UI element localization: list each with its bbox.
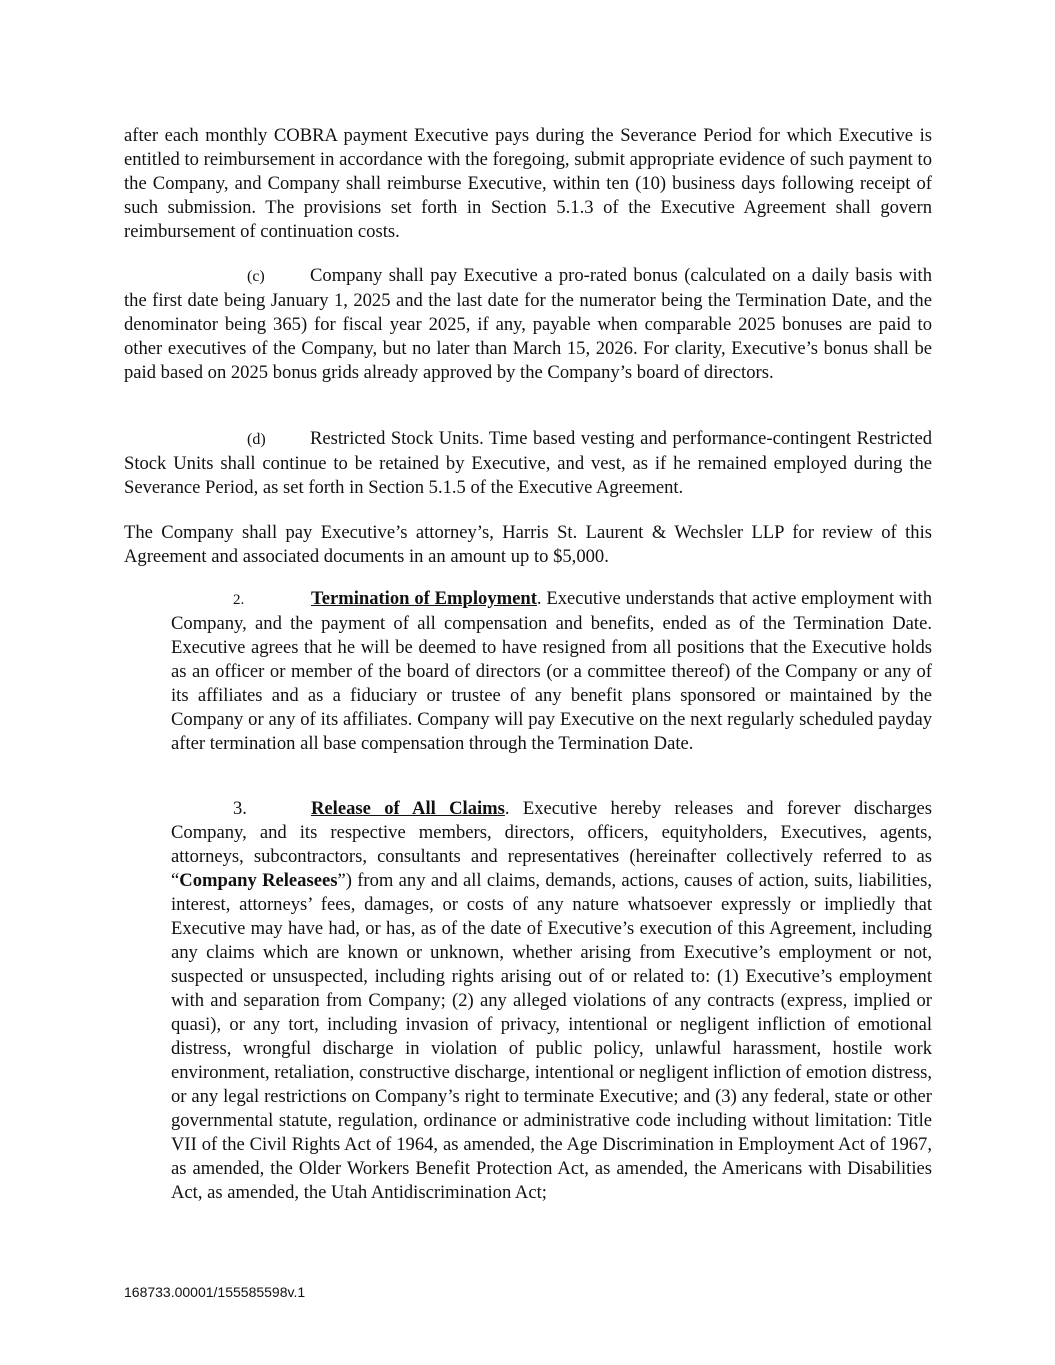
item-d-text: Restricted Stock Units. Time based vesting and performance-contingent Restricted Stock Units shall continue to be retained by Executive, and vest, as if he remained employed during the Severance Period, as set forth in Section 5.1.5 of the Executive Agreement. — [124, 428, 932, 498]
paragraph-attorney-fees: The Company shall pay Executive’s attorney’s, Harris St. Laurent & Wechsler LLP for review of this Agreement and associated documents in an amount up to $5,000. — [124, 522, 932, 567]
section-body-before: . Executive hereby releases and forever discharges Company, and its respective members, directors, officers, equityholders, Executives, agents, attorneys, subcontractors, consultants and representatives (hereinafter collectively referred to as “ — [171, 798, 932, 891]
section-number: 2. — [233, 592, 245, 608]
item-label-c: (c) — [247, 268, 265, 285]
item-c-text: Company shall pay Executive a pro-rated bonus (calculated on a daily basis with the first date being January 1, 2025 and the last date for the numerator being the Termination Date, and the denominator being 365) for fiscal year 2025, if any, payable when comparable 2025 bonuses are paid to other executives of the Company, but no later than March 15, 2026. For clarity, Executive’s bonus shall be paid based on 2025 bonus grids already approved by the Company’s board of directors. — [124, 265, 932, 383]
section-3-release — [171, 797, 932, 1205]
section-number: 3. — [233, 798, 247, 819]
section-title: Release of All Claims — [311, 798, 505, 819]
paragraph-item-c-bonus — [124, 264, 932, 385]
document-footer-id: 168733.00001/155585598v.1 — [124, 1284, 306, 1300]
item-label-d: (d) — [247, 431, 266, 448]
section-body-after: ”) from any and all claims, demands, actions, causes of action, suits, liabilities, interest, attorneys’ fees, damages, or costs of any nature whatsoever expressly or impliedly that Executive may have had, or has, as of the date of Executive’s execution of this Agreement, including any claims which are known or unknown, whether arising from Executive’s employment or not, suspected or unsuspected, including rights arising out of or related to: (1) Executive’s employment with and separation from Company; (2) any alleged violations of any contracts (express, implied or quasi), or any tort, including invasion of privacy, intentional or negligent infliction of emotional distress, wrongful discharge in violation of public policy, unlawful harassment, hostile work environment, retaliation, constructive discharge, intentional or negligent infliction of emotion distress, or any legal restrictions on Company’s right to terminate Executive; and (3) any federal, state or other governmental statute, regulation, ordinance or administrative code including without limitation: Title VII of the Civil Rights Act of 1964, as amended, the Age Discrimination in Employment Act of 1967, as amended, the Older Workers Benefit Protection Act, as amended, the Americans with Disabilities Act, as amended, the Utah Antidiscrimination Act; — [171, 870, 932, 1203]
section-2-termination — [171, 587, 932, 756]
section-body: . Executive understands that active employment with Company, and the payment of all compensation and benefits, ended as of the Termination Date. Executive agrees that he will be deemed to have resigned from all positions that the Executive holds as an officer or member of the board of directors (or a committee thereof) of the Company or any of its affiliates and as a fiduciary or trustee of any benefit plans sponsored or maintained by the Company or any of its affiliates. Company will pay Executive on the next regularly scheduled payday after termination all base compensation through the Termination Date. — [171, 588, 932, 754]
section-title: Termination of Employment — [311, 588, 537, 609]
paragraph-item-d-rsu — [124, 427, 932, 500]
paragraph-cobra-reimbursement: after each monthly COBRA payment Executive pays during the Severance Period for which Executive is entitled to reimbursement in accordance with the foregoing, submit appropriate evidence of such payment to the Company, and Company shall reimburse Executive, within ten (10) business days following receipt of such submission. The provisions set forth in Section 5.1.3 of the Executive Agreement shall govern reimbursement of continuation costs. — [124, 125, 932, 242]
defined-term: Company Releasees — [179, 870, 338, 891]
